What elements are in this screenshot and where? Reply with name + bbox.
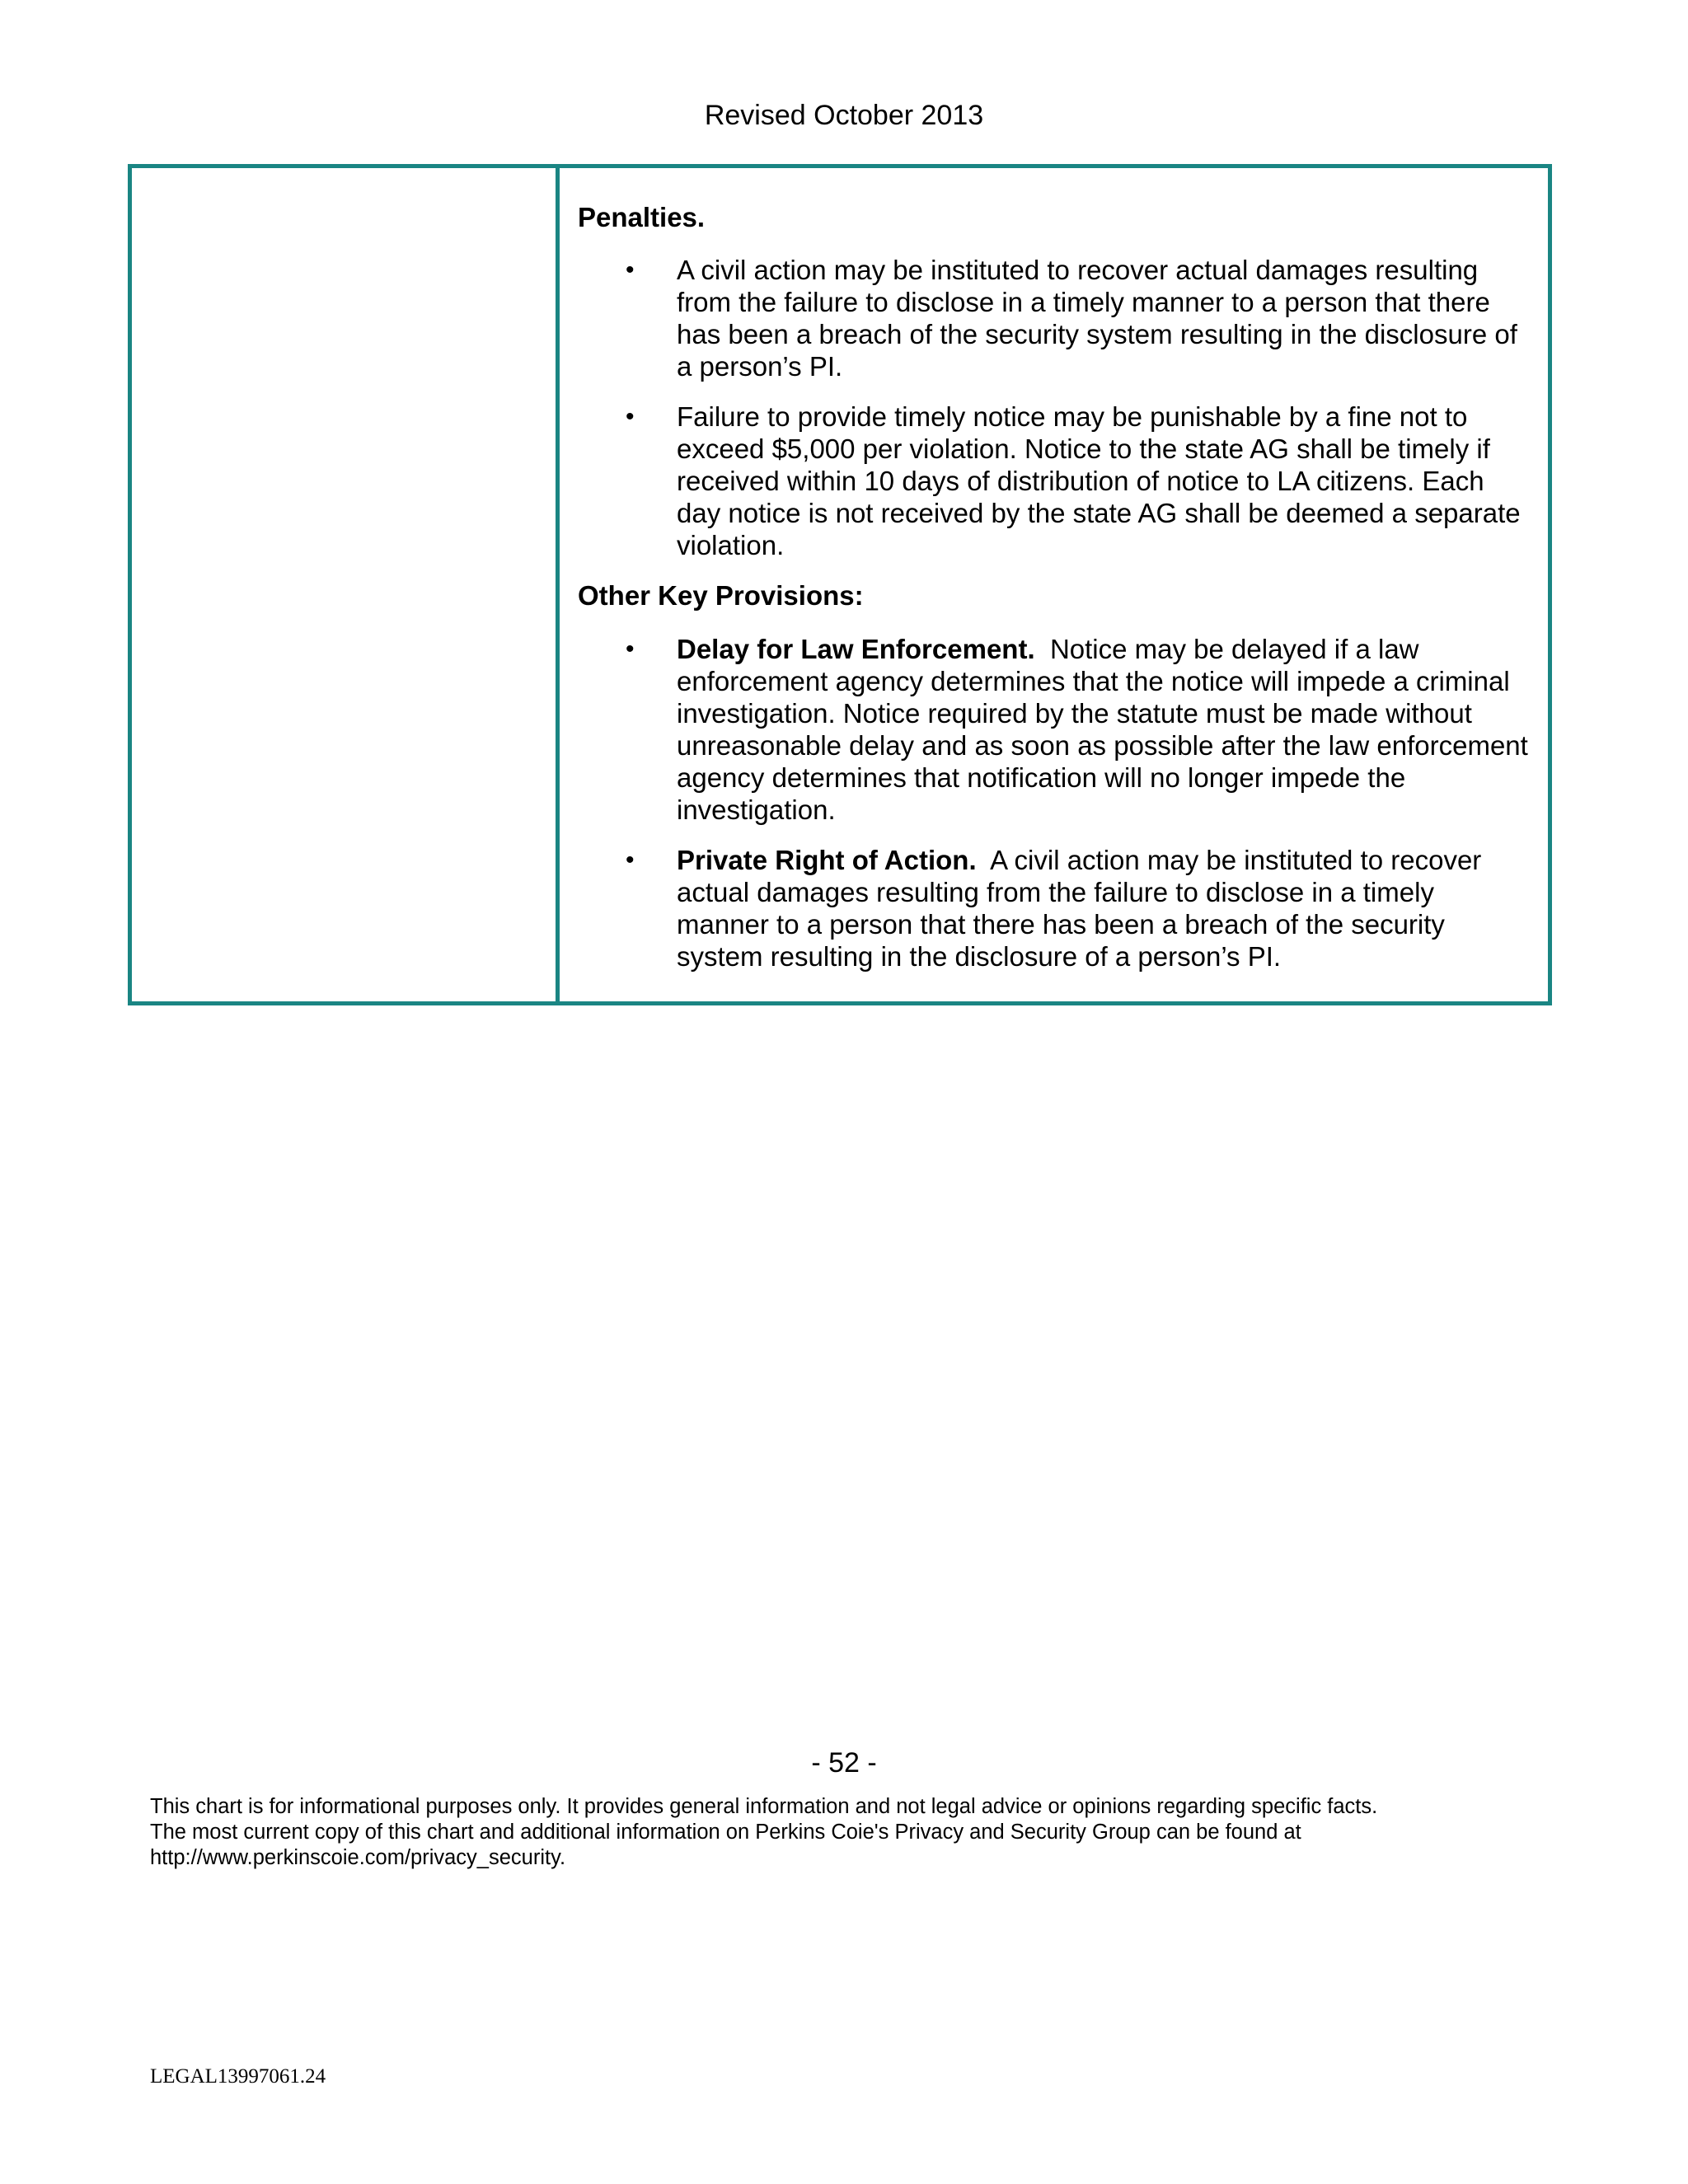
- provision-text: A civil action may be instituted to recover actual damages resulting from the failure to disclose in a timely manner to a person that there has been a breach of the security system resulting in the disclosure of a person’s PI.: [677, 845, 1482, 972]
- table-left-column: [132, 168, 560, 1001]
- disclaimer-line: This chart is for informational purposes only. It provides general information and not legal advice or opinions regarding specific facts.: [150, 1795, 1378, 1818]
- document-id: LEGAL13997061.24: [150, 2065, 326, 2088]
- penalty-text: Failure to provide timely notice may be punishable by a fine not to exceed $5,000 per violation. Notice to the state AG shall be timely if received within 10 days of distribution of notice to LA citizens. Each day notice is not received by the state AG shall be deemed a separate violation.: [677, 401, 1521, 560]
- bullet-icon: •: [626, 256, 635, 284]
- penalty-text: A civil action may be instituted to recover actual damages resulting from the failure to disclose in a timely manner to a person that there has been a breach of the security system resulting in the disclosure of a person’s PI.: [677, 255, 1517, 382]
- list-item: [578, 844, 1531, 972]
- table-right-column: [560, 168, 1548, 1001]
- list-item: [578, 254, 1531, 382]
- provision-text: Notice may be delayed if a law enforcement agency determines that the notice will impede a criminal investigation. Notice required by the statute must be made without unreasonable delay and as soon as possible after the law enforcement agency determines that notification will no longer impede the investigation.: [677, 634, 1528, 825]
- revised-date-header: Revised October 2013: [704, 100, 984, 131]
- bullet-icon: •: [626, 635, 635, 663]
- penalties-list: [578, 254, 1531, 561]
- list-item: [578, 401, 1531, 561]
- disclaimer-link[interactable]: http://www.perkinscoie.com/privacy_security.: [150, 1846, 566, 1869]
- disclaimer-line: The most current copy of this chart and additional information on Perkins Coie's Privacy and Security Group can be found at: [150, 1821, 1301, 1844]
- other-provisions-heading: Other Key Provisions:: [578, 580, 864, 611]
- page-number: - 52 -: [811, 1747, 877, 1779]
- provision-lead: Delay for Law Enforcement.: [677, 634, 1035, 664]
- state-law-table: [128, 164, 1552, 1005]
- disclaimer: [150, 1794, 1551, 1871]
- provision-lead: Private Right of Action.: [677, 845, 977, 875]
- list-item: [578, 633, 1531, 826]
- bullet-icon: •: [626, 403, 635, 430]
- bullet-icon: •: [626, 846, 635, 874]
- other-provisions-list: [578, 633, 1531, 972]
- penalties-heading: Penalties.: [578, 202, 706, 232]
